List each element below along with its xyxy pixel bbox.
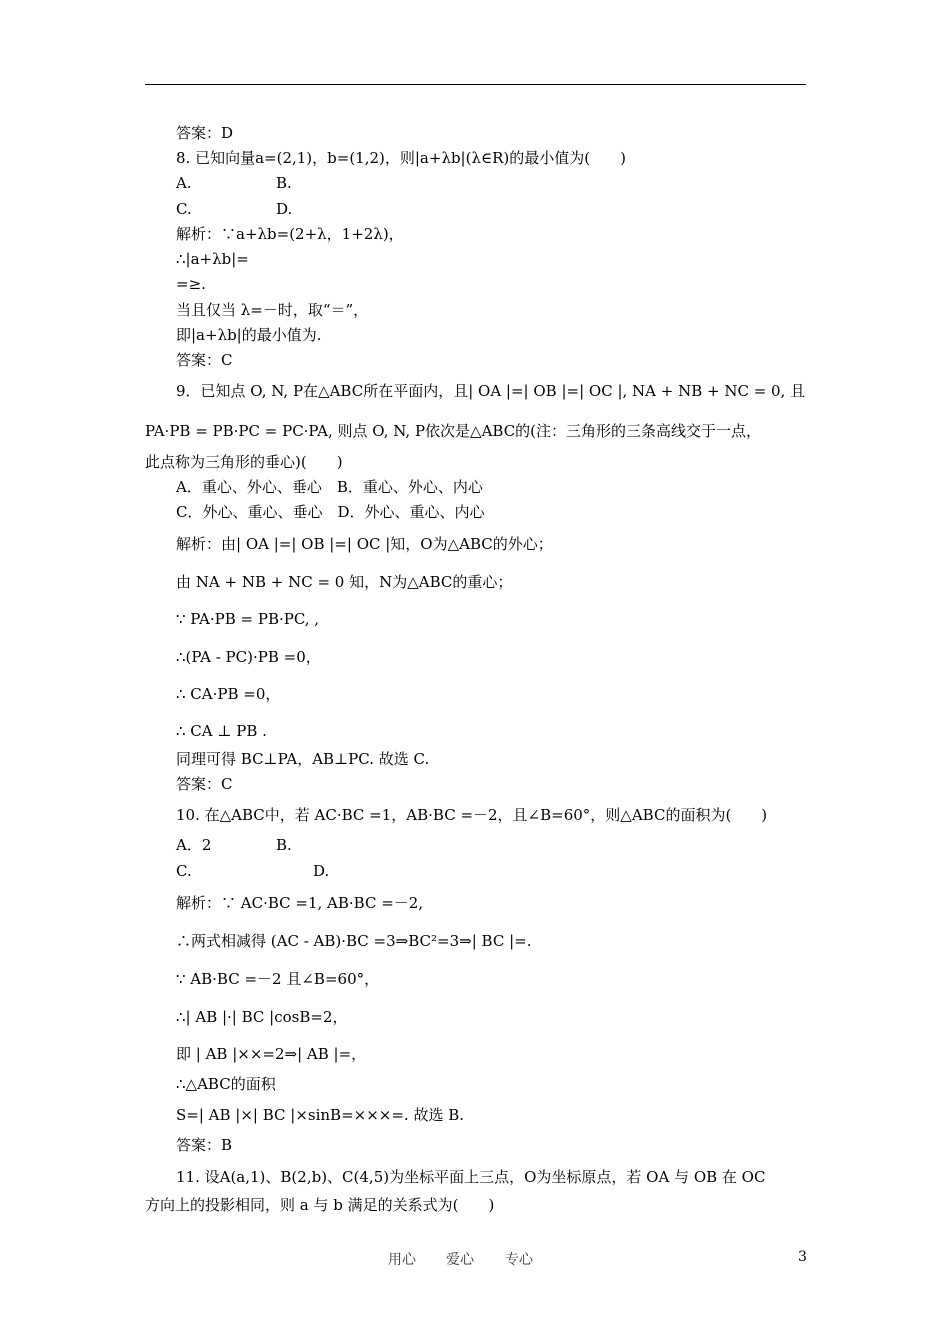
option-d: D. — [313, 862, 330, 880]
solution-line: 由 NA + NB + NC = 0 知，N为△ABC的重心； — [176, 573, 513, 591]
option-b: B. — [276, 836, 292, 854]
solution-line: S=| AB |×| BC |×sinB=×××=. 故选 B. — [176, 1106, 465, 1124]
solution-line: ∵ AB·BC =－2 且∠B=60°， — [176, 970, 380, 988]
page-number: 3 — [798, 1249, 807, 1265]
option-a: A．2 — [176, 836, 212, 854]
solution-line: ∴ CA ⊥ PB . — [176, 722, 267, 740]
solution-line: =≥. — [176, 275, 206, 293]
solution-line: 解析：∵a+λb=(2+λ，1+2λ)， — [176, 225, 404, 243]
answer-line: 答案：B — [176, 1136, 233, 1154]
question-8: 8. 已知向量a=(2,1)，b=(1,2)，则|a+λb|(λ∈R)的最小值为( ) — [176, 149, 626, 167]
solution-line: 同理可得 BC⊥PA，AB⊥PC. 故选 C. — [176, 750, 430, 768]
solution-line: ∴| AB |·| BC |cosB=2， — [176, 1008, 348, 1026]
question-9: 9．已知点 O, N, P在△ABC所在平面内，且| OA |=| OB |=| OC |, NA + NB + NC = 0, 且 — [176, 382, 806, 400]
solution-line: ∴(PA - PC)·PB =0， — [176, 648, 321, 666]
solution-line: ∴|a+λb|= — [176, 250, 249, 268]
solution-line: 即 | AB |××=2⇒| AB |=， — [176, 1045, 367, 1063]
question-9-cont: PA·PB = PB·PC = PC·PA, 则点 O, N, P依次是△ABC的(注：三角形的三条高线交于一点， — [145, 422, 762, 440]
option-c: C. — [176, 862, 192, 880]
answer-line: 答案：C — [176, 351, 233, 369]
option-d: D. — [276, 200, 293, 218]
question-11: 11. 设A(a,1)、B(2,b)、C(4,5)为坐标平面上三点，O为坐标原点，若 OA 与 OB 在 OC — [176, 1168, 766, 1186]
option-b: B. — [276, 174, 292, 192]
solution-line: ∴ CA·PB =0， — [176, 685, 281, 703]
footer-text: 爱心 — [446, 1252, 474, 1268]
question-11-cont: 方向上的投影相同，则 a 与 b 满足的关系式为( ) — [145, 1196, 495, 1214]
solution-line: 当且仅当 λ=－时，取“＝”， — [176, 301, 369, 319]
question-9-cont: 此点称为三角形的垂心)( ) — [145, 453, 343, 471]
answer-line: 答案：C — [176, 775, 233, 793]
footer-text: 用心 — [388, 1252, 416, 1268]
options-line: A．重心、外心、垂心 B．重心、外心、内心 — [176, 478, 483, 496]
solution-line: 即|a+λb|的最小值为. — [176, 326, 322, 344]
option-a: A. — [176, 174, 192, 192]
solution-line: ∴两式相减得 (AC - AB)·BC =3⇒BC²=3⇒| BC |=. — [176, 932, 532, 950]
footer-text: 专心 — [505, 1252, 533, 1268]
solution-line: ∵ PA·PB = PB·PC, , — [176, 610, 320, 628]
options-line: C．外心、重心、垂心 D．外心、重心、内心 — [176, 503, 485, 521]
solution-line: ∴△ABC的面积 — [176, 1075, 276, 1093]
question-10: 10. 在△ABC中，若 AC·BC =1，AB·BC =－2，且∠B=60°，则△ABC的面积为( ) — [176, 806, 768, 824]
answer-line: 答案：D — [176, 124, 234, 142]
solution-line: 解析：由| OA |=| OB |=| OC |知，O为△ABC的外心； — [176, 535, 553, 553]
header-rule — [145, 84, 806, 85]
solution-line: 解析：∵ AC·BC =1, AB·BC =－2, — [176, 894, 424, 912]
option-c: C. — [176, 200, 192, 218]
